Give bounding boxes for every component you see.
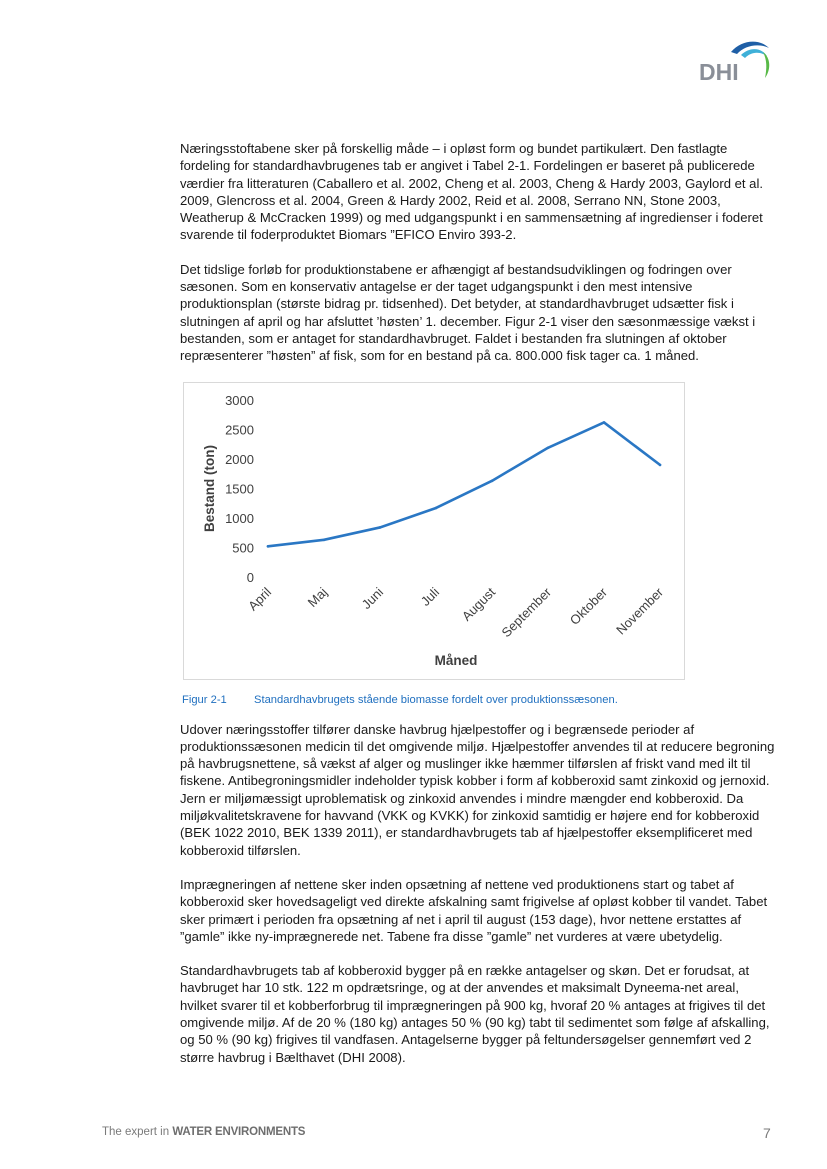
logo-wave-green [763, 52, 769, 78]
x-tick-label: Maj [304, 584, 331, 610]
paragraph: Næringsstoftabene sker på forskellig måde – i opløst form og bundet partikulært. Den fastlagte fordeling for standardhavbrugenes tab er angivet i Tabel 2-1. Fordelingen er baseret på publicerede værdier fra litteraturen (Caballero et al. 2002, Cheng et al. 2003, Cheng & Hardy 2003, Gaylord et al. 2009, Glencross et al. 2004, Green & Hardy 2002, Reid et al. 2008, Serrano NN, Stone 2003, Weatherup & McCracken 1999) og med udgangspunkt i en sammensætning af ingredienser i foderet svarende til foderproduktet Biomars ”EFICO Enviro 393-2. [180, 141, 763, 243]
x-axis-title: Måned [434, 652, 478, 668]
x-tick-label: September [498, 584, 555, 640]
footer-tagline-bold: WATER ENVIRONMENTS [172, 1126, 306, 1138]
line-chart [183, 382, 685, 680]
y-tick-label: 1000 [225, 510, 254, 526]
y-tick-label: 3000 [225, 392, 254, 408]
paragraph: Udover næringsstoffer tilfører danske havbrug hjælpestoffer og i begrænsede perioder af produktionssæsonen medicin til det omgivende miljø. Hjælpestoffer anvendes til at reducere begroning på havbrugsnettene, så vækst af alger og muslinger ikke hæmmer tilførslen af friskt vand med ilt til fiskene. Antibegroningsmidler indeholder typisk kobber i form af kobberoxid samt zinkoxid og jernoxid. Jern er miljømæssigt uproblematisk og zinkoxid anvendes i mindre mængder end kobberoxid. Da miljøkvalitetskravene for havvand (VKK og KVKK) for zinkoxid samtidig er højere end for kobberoxid (BEK 1022 2010, BEK 1339 2011), er standardhavbrugets tab af hjælpestoffer eksemplificeret med kobberoxid tilførslen. [180, 721, 775, 858]
logo-text: DHI [699, 59, 739, 82]
y-tick-label: 2000 [225, 451, 254, 467]
data-point [267, 545, 270, 548]
data-point [547, 446, 550, 449]
figure-caption-text: Standardhavbrugets stående biomasse fordelt over produktionssæsonen. [254, 693, 618, 706]
x-tick-label: Juni [358, 584, 387, 612]
paragraph: Det tidslige forløb for produktionstabene er afhængigt af bestandsudviklingen og fodringen over sæsonen. Som en konservativ antagelse er der taget udgangspunkt i den mest intensive produktionsplan (største bidrag pr. tidsenhed). Det betyder, at standardhavbruget udsætter fisk i slutningen af april og har afsluttet ’høsten’ 1. december. Figur 2-1 viser den sæsonmæssige vækst i bestanden, som er antaget for standardhavbruget. Faldet i bestanden fra slutningen af oktober repræsenterer ”høsten” af fisk, som for en bestand på ca. 800.000 fisk tager ca. 1 måned. [180, 261, 756, 364]
main-content [180, 140, 776, 1083]
x-tick-label: Juli [417, 584, 443, 609]
data-point [491, 479, 494, 482]
x-tick-label: Oktober [566, 584, 611, 628]
data-point [379, 526, 382, 529]
page-number: 7 [763, 1125, 771, 1141]
y-axis-title: Bestand (ton) [202, 444, 217, 532]
figure-number: Figur 2-1 [182, 693, 227, 706]
data-point [323, 538, 326, 541]
logo-wave-light [741, 49, 767, 58]
data-point [435, 506, 438, 509]
chart-svg [184, 383, 684, 679]
x-tick-label: August [458, 584, 499, 624]
y-tick-label: 1500 [225, 481, 254, 497]
series-line [268, 422, 660, 546]
y-tick-label: 2500 [225, 422, 254, 438]
y-tick-label: 0 [246, 569, 254, 585]
x-tick-label: November [613, 584, 667, 638]
data-point [603, 421, 606, 424]
footer-tagline-prefix: The expert in [102, 1126, 173, 1138]
paragraph: Standardhavbrugets tab af kobberoxid bygger på en række antagelser og skøn. Det er forudsat, at havbruget har 10 stk. 122 m opdrætsringe, og at der anvendes et maksimalt Dyneema-net areal, hvilket svarer til et kobberforbrug til imprægneringen på 900 kg, hvoraf 20 % antages at frigives til det omgivende miljø. Af de 20 % (180 kg) antages 50 % (90 kg) tabt til sedimentet som følge af afskalling, og 50 % (90 kg) frigives til vandfasen. Antagelserne bygger på feltundersøgelser gennemført ved 2 større havbrug i Bælthavet (DHI 2008). [180, 963, 770, 1065]
y-tick-label: 500 [232, 540, 254, 556]
figure-caption [182, 694, 776, 706]
footer-tagline [102, 1126, 305, 1138]
data-point [659, 463, 662, 466]
paragraph: Imprægneringen af nettene sker inden opsætning af nettene ved produktionens start og tabet af kobberoxid sker hovedsageligt ved direkte afskalning samt frigivelse af opløst kobber til vandet. Tabet sker primært i perioden fra opsætning af net i april til august (153 dage), hvor nettene erstattes af ”gamle” ikke ny-imprægnerede net. Tabene fra disse ”gamle” net vurderes at være ubetydelig. [180, 876, 768, 944]
x-tick-label: April [245, 584, 275, 614]
dhi-logo [697, 38, 773, 82]
